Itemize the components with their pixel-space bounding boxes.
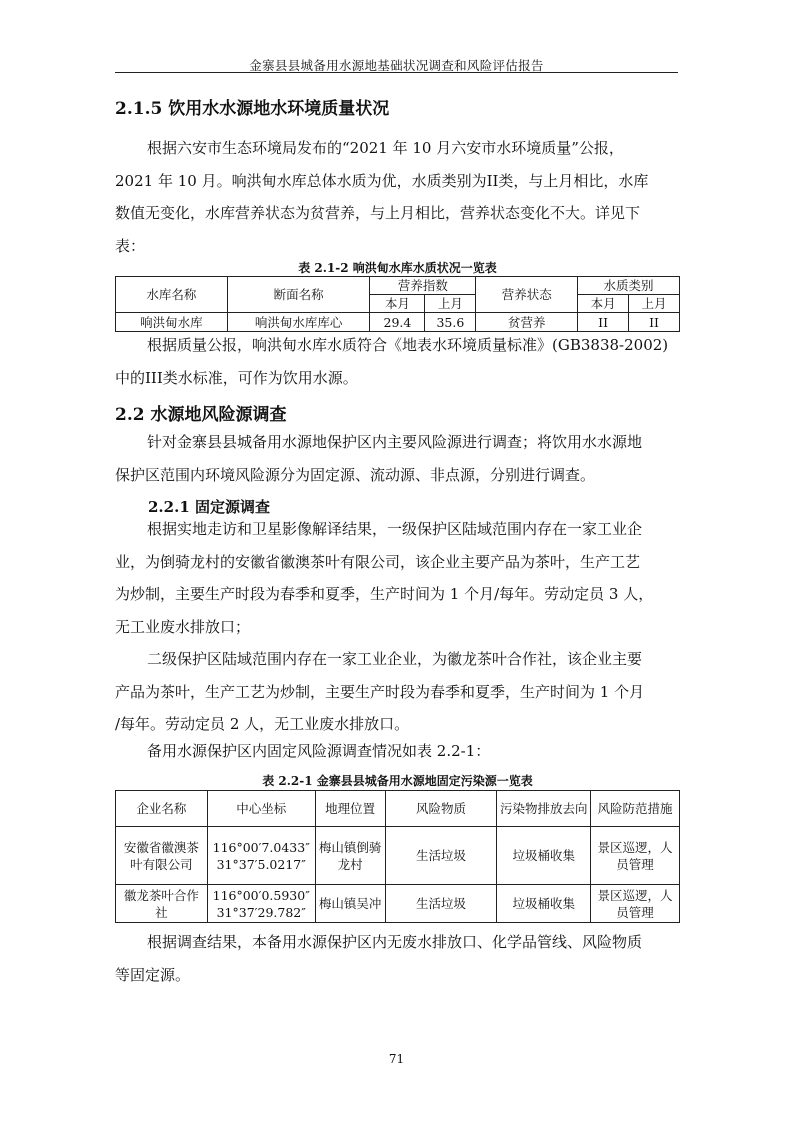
- paragraph-standard: [115, 329, 680, 394]
- cell-substance: 生活垃圾: [385, 885, 497, 923]
- text-line: 产品为茶叶，生产工艺为炒制，主要生产时段为春季和夏季，生产时间为 1 个月: [115, 682, 645, 701]
- sub-header-last-month: 上月: [629, 295, 680, 313]
- cell-reservoir: 响洪甸水库: [116, 313, 228, 332]
- text-line: 根据质量公报，响洪甸水库水质符合《地表水环境质量标准》(GB3838-2002): [147, 336, 669, 354]
- col-header-company: 企业名称: [116, 791, 208, 827]
- col-header-risk-substance: 风险物质: [385, 791, 497, 827]
- col-header-measures: 风险防范措施: [591, 791, 680, 827]
- paragraph-risk-survey: [115, 426, 680, 491]
- table-row: [116, 885, 680, 923]
- cell-measure: 景区巡逻，人员管理: [591, 885, 680, 923]
- paragraph-secondary-zone: [115, 643, 680, 741]
- paragraph-water-quality: [115, 132, 680, 262]
- table-row: [116, 827, 680, 885]
- cell-class-this: II: [578, 313, 629, 332]
- text-line: 二级保护区陆域范围内存在一家工业企业，为徽龙茶叶合作社，该企业主要: [147, 650, 643, 668]
- cell-coordinates: [207, 827, 315, 885]
- cell-measure: 景区巡逻，人员管理: [591, 827, 680, 885]
- running-header: 金寨县县城备用水源地基础状况调查和风险评估报告: [249, 58, 544, 73]
- text-line: 表：: [115, 236, 146, 255]
- section-heading-2-2: 2.2 水源地风险源调查: [115, 405, 287, 425]
- coord-longitude: 116°00′0.5930″: [212, 887, 310, 903]
- text-line: 根据实地走访和卫星影像解译结果，一级保护区陆域范围内存在一家工业企: [147, 520, 643, 538]
- cell-section: 响洪甸水库库心: [227, 313, 370, 332]
- paragraph-conclusion: [115, 926, 680, 991]
- text-line: 等固定源。: [115, 965, 191, 984]
- text-line: 根据六安市生态环境局发布的“2021 年 10 月六安市水环境质量”公报，: [147, 139, 624, 157]
- col-header-trophic-index: 营养指数: [370, 277, 476, 295]
- table-caption-2-2-1: 表 2.2-1 金寨县县城备用水源地固定污染源一览表: [262, 774, 533, 788]
- text-line: 业，为倒骑龙村的安徽省徽澳茶叶有限公司，该企业主要产品为茶叶，生产工艺: [115, 552, 641, 571]
- page-number: 71: [388, 1052, 405, 1066]
- section-heading-2-2-1: 2.2.1 固定源调查: [148, 498, 270, 516]
- cell-location: 梅山镇倒骑龙村: [315, 827, 385, 885]
- text-line: 备用水源保护区内固定风险源调查情况如表 2.2-1：: [147, 742, 491, 760]
- pollution-source-table: [115, 790, 680, 923]
- col-header-reservoir: 水库名称: [116, 277, 228, 313]
- col-header-section: 断面名称: [227, 277, 370, 313]
- col-header-coordinates: 中心坐标: [207, 791, 315, 827]
- col-header-location: 地理位置: [315, 791, 385, 827]
- cell-substance: 生活垃圾: [385, 827, 497, 885]
- coord-latitude: 31°37′5.0217″: [216, 856, 306, 872]
- cell-company: 安徽省徽澳茶叶有限公司: [116, 827, 208, 885]
- cell-class-last: II: [629, 313, 680, 332]
- coord-longitude: 116°00′7.0433″: [212, 839, 310, 855]
- text-line: 针对金寨县县城备用水源地保护区内主要风险源进行调查；将饮用水水源地: [147, 433, 643, 451]
- coord-latitude: 31°37′29.782″: [216, 904, 306, 920]
- text-line: 数值无变化，水库营养状态为贫营养，与上月相比，营养状态变化不大。详见下: [115, 204, 641, 222]
- col-header-discharge: 污染物排放去向: [497, 791, 591, 827]
- cell-discharge: 垃圾桶收集: [497, 885, 591, 923]
- text-line: 根据调查结果，本备用水源保护区内无废水排放口、化学品管线、风险物质: [147, 933, 643, 951]
- cell-state: 贫营养: [476, 313, 578, 332]
- cell-coordinates: [207, 885, 315, 923]
- text-line: 保护区范围内环境风险源分为固定源、流动源、非点源，分别进行调查。: [115, 465, 596, 484]
- sub-header-last-month: 上月: [425, 295, 476, 313]
- col-header-water-class: 水质类别: [578, 277, 680, 295]
- cell-discharge: 垃圾桶收集: [497, 827, 591, 885]
- text-line: 为炒制，主要生产时段为春季和夏季，生产时间为 1 个月/每年。劳动定员 3 人，: [115, 585, 654, 603]
- cell-index-last: 35.6: [425, 313, 476, 332]
- text-line: 2021 年 10 月。响洪甸水库总体水质为优，水质类别为II类，与上月相比，水库: [115, 171, 649, 190]
- text-line: /每年。劳动定员 2 人，无工业废水排放口。: [115, 715, 410, 733]
- paragraph-primary-zone: [115, 513, 680, 643]
- sub-header-this-month: 本月: [370, 295, 425, 313]
- cell-company: 徽龙茶叶合作社: [116, 885, 208, 923]
- cell-location: 梅山镇吴冲: [315, 885, 385, 923]
- table-caption-2-1-2: 表 2.1-2 响洪甸水库水质状况一览表: [298, 261, 497, 275]
- water-quality-table: [115, 276, 680, 332]
- text-line: 无工业废水排放口；: [115, 617, 251, 636]
- paragraph-table-intro: [115, 735, 680, 768]
- header-rule: [115, 72, 678, 73]
- col-header-trophic-state: 营养状态: [476, 277, 578, 313]
- section-heading-2-1-5: 2.1.5 饮用水水源地水环境质量状况: [115, 99, 390, 119]
- cell-index-this: 29.4: [370, 313, 425, 332]
- sub-header-this-month: 本月: [578, 295, 629, 313]
- text-line: 中的III类水标准，可作为饮用水源。: [115, 368, 358, 387]
